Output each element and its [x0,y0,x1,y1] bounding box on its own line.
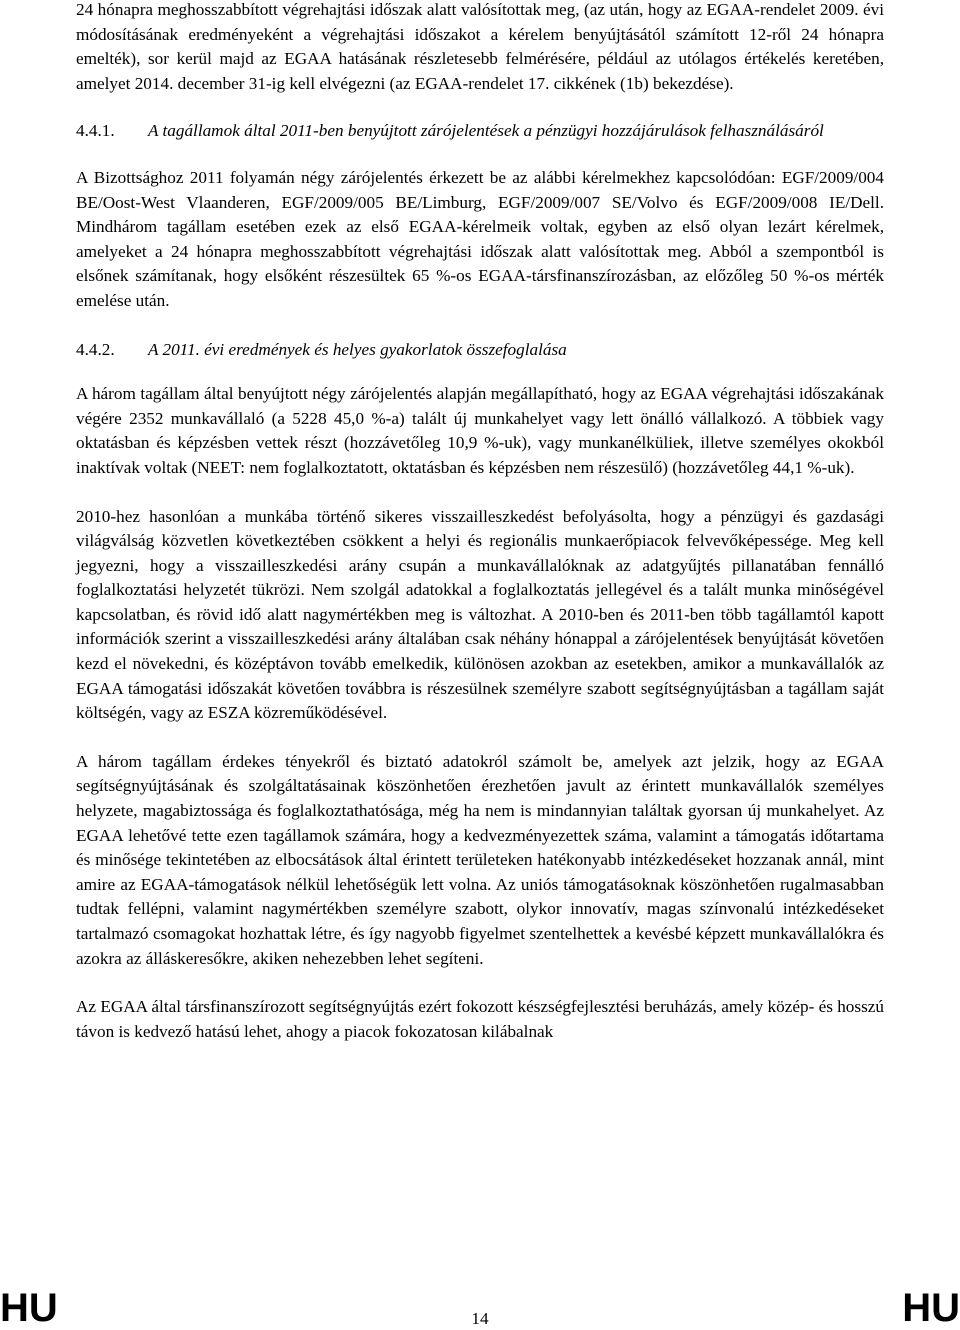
section-number: 4.4.2. [76,339,115,359]
section-heading-4-4-1 [76,119,884,144]
section-2-paragraph-4: Az EGAA által társfinanszírozott segítségnyújtás ezért fokozott készségfejlesztési beruházás, amely közép- és hosszú távon is kedvező hatású lehet, ahogy a piacok fokozatosan kilábalnak [76,997,885,1041]
document-body [76,0,884,1044]
section-title: A tagállamok által 2011-ben benyújtott zárójelentések a pénzügyi hozzájárulások felhasználásáról [148,121,824,141]
spacer [76,481,884,505]
section-heading-4-4-2 [76,338,884,363]
section-2-paragraph-3: A három tagállam érdekes tényekről és biztató adatokról számolt be, amelyek azt jelzik, hogy az EGAA segítségnyújtásának és szolgáltatásainak köszönhetően érezhetően javult az érintett munkavállalók személyes helyzete, magabiztossága és foglalkoztathatósága, még ha nem is mindannyian találtak gyorsan új munkahelyet. Az EGAA lehetővé tette ezen tagállamok számára, hogy a kedvezményezettek száma, valamint a támogatás időtartama és minősége tekintetében az elbocsátások által érintett területeken hatékonyabb intézkedéseket hozzanak annál, mint amire az EGAA-támogatások nélkül lehetőségük lett volna. Az uniós támogatásoknak köszönhetően rugalmasabban tudtak fellépni, valamint nagymértékben személyre szabott, olykor innovatív, magas színvonalú intézkedéseket tartalmazó csomagokat hozhattak létre, és így nagyobb figyelmet szentelhettek a kevésbé képzett munkavállalókra és azokra az álláskeresőkre, akiken nehezebben lehet segíteni. [76,751,884,968]
footer-language-code-right: HU [902,1286,960,1330]
spacer [76,971,884,995]
spacer [76,144,884,166]
footer-language-code-left: HU [0,1286,58,1330]
section-1-paragraph: A Bizottsághoz 2011 folyamán négy zárójelentés érkezett be az alábbi kérelmekhez kapcsolódóan: EGF/2009/004 BE/Oost-West Vlaanderen, EGF/2009/005 BE/Limburg, EGF/2009/007 SE/Volvo és EGF/2009/008 IE/Dell. Mindhárom tagállam esetében ezek az első EGAA-kérelmeik voltak, egyben az első olyan lezárt kérelmek, amelyeket a 24 hónapra meghosszabbított végrehajtási időszak alatt valósítottak meg. Abból a szempontból is elsőnek számítanak, hogy elsőként részesültek 65 %-os EGAA-társfinanszírozásban, az előzőleg 50 %-os mérték emelése után. [76,167,884,310]
intro-paragraph: 24 hónapra meghosszabbított végrehajtási időszak alatt valósítottak meg, (az után, hogy az EGAA-rendelet 2009. évi módosításának eredményeként a végrehajtási időszakot a kérelem benyújtásától számított 12-ről 24 hónapra emelték), sor kerül majd az EGAA hatásának részletesebb felmérésére, például az utólagos értékelés keretében, amelyet 2014. december 31-ig kell elvégezni (az EGAA-rendelet 17. cikkének (1b) bekezdése). [76,0,884,93]
page-number: 14 [471,1309,489,1328]
section-number: 4.4.1. [76,121,115,141]
spacer [76,96,884,119]
section-title: A 2011. évi eredmények és helyes gyakorlatok összefoglalása [148,339,567,359]
section-2-paragraph-1: A három tagállam által benyújtott négy zárójelentés alapján megállapítható, hogy az EGAA végrehajtási időszakának végére 2352 munkavállaló (a 5228 45,0 %-a) talált új munkahelyet vagy lett önálló vállalkozó. A többiek vagy oktatásban és képzésben vettek részt (hozzávetőleg 10,9 %-uk), vagy munkanélküliek, illetve személyes okokból inaktívak voltak (NEET: nem foglalkoztatott, oktatásban és képzésben nem részesülő) (hozzávetőleg 44,1 %-uk). [76,384,884,477]
spacer [76,314,884,338]
spacer [76,726,884,750]
section-2-paragraph-2: 2010-hez hasonlóan a munkába történő sikeres visszailleszkedést befolyásolta, hogy a pénzügyi és gazdasági világválság közvetlen következtében csökkent a helyi és regionális munkaerőpiacok felvevőképessége. Meg kell jegyezni, hogy a visszailleszkedési arány csupán a munkavállalóknak az adatgyűjtés pillanatában fennálló foglalkoztatási helyzetét tükrözi. Nem szolgál adatokkal a foglalkoztatás jellegével és a talált munka minőségével kapcsolatban, és rövid idő alatt nagymértékben meg is változhat. A 2010-ben és 2011-ben több tagállamtól kapott információk szerint a visszailleszkedési arány általában csak néhány hónappal a zárójelentések benyújtását követően kezd el növekedni, és középtávon tovább emelkedik, különösen azokban az esetekben, amikor a munkavállalók az EGAA támogatási időszakát követően továbbra is részesülnek személyre szabott segítségnyújtásban a tagállam saját költségén, vagy az ESZA közreműködésével. [76,506,884,723]
spacer [76,362,884,382]
